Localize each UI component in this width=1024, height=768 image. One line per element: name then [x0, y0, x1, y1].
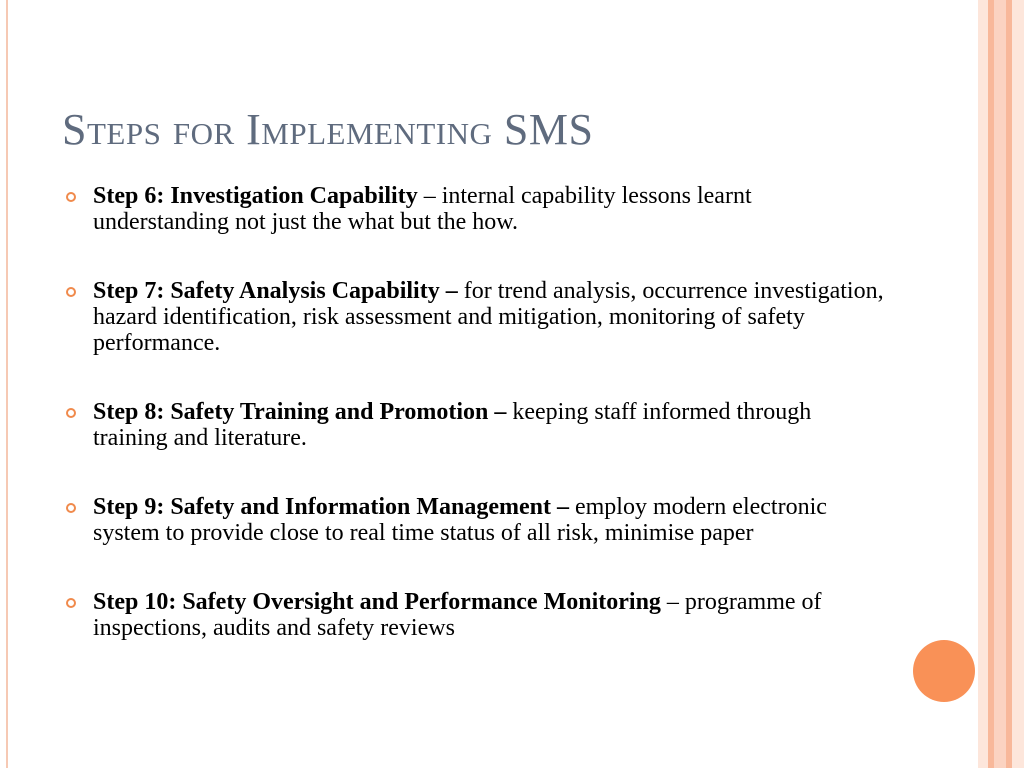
- bullet-heading: Step 6: Investigation Capability: [93, 183, 418, 209]
- border-band: [1012, 0, 1024, 768]
- bullet-step-9: [66, 494, 886, 546]
- bullet-heading: Step 8: Safety Training and Promotion –: [93, 399, 507, 425]
- border-band: [978, 0, 988, 768]
- bullet-list: [66, 183, 886, 641]
- bullet-text: – programme of inspections, audits and safety reviews: [93, 589, 822, 641]
- bullet-text: for trend analysis, occurrence investigation, hazard identification, risk assessment and mitigation, monitoring of safety performance.: [93, 278, 884, 356]
- bullet-ring-icon: [66, 598, 76, 608]
- right-decorative-border: [978, 0, 1024, 768]
- bullet-heading: Step 9: Safety and Information Management –: [93, 494, 569, 520]
- bullet-text: employ modern electronic system to provide close to real time status of all risk, minimise paper: [93, 494, 827, 546]
- bullet-ring-icon: [66, 287, 76, 297]
- bullet-ring-icon: [66, 503, 76, 513]
- bullet-heading: Step 7: Safety Analysis Capability –: [93, 278, 458, 304]
- border-band: [994, 0, 1006, 768]
- bullet-text: – internal capability lessons learnt understanding not just the what but the how.: [93, 183, 752, 235]
- left-decorative-stripe: [6, 0, 8, 768]
- bullet-text: keeping staff informed through training and literature.: [93, 399, 812, 451]
- bullet-step-10: [66, 589, 886, 641]
- slide-title: Steps for Implementing SMS: [62, 105, 594, 154]
- bullet-ring-icon: [66, 192, 76, 202]
- bullet-step-6: [66, 183, 886, 235]
- bullet-heading: Step 10: Safety Oversight and Performance Monitoring: [93, 589, 661, 615]
- decorative-circle: [913, 640, 975, 702]
- bullet-ring-icon: [66, 408, 76, 418]
- bullet-step-8: [66, 399, 886, 451]
- bullet-step-7: [66, 278, 886, 356]
